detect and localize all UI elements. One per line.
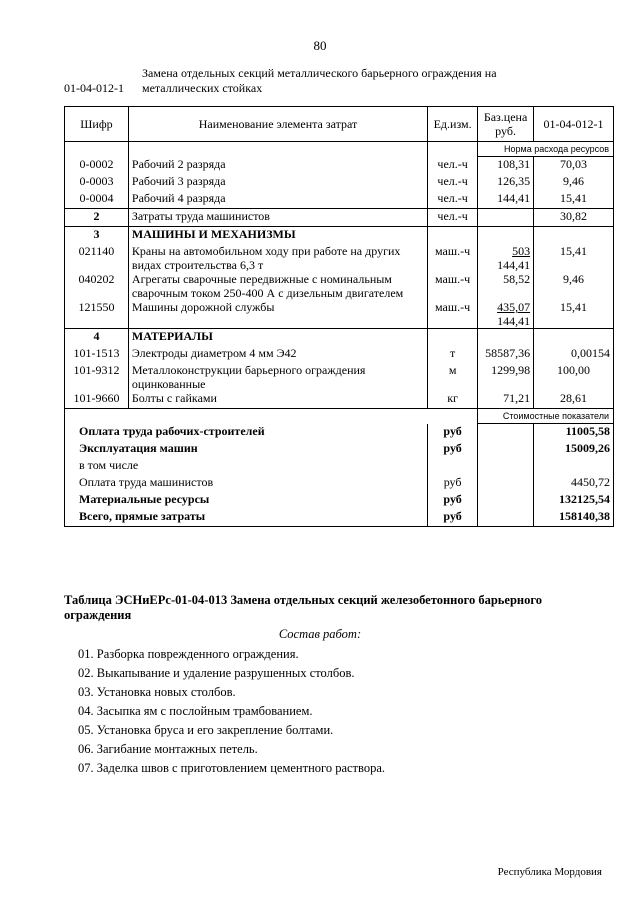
resource-table — [64, 106, 614, 527]
table-row: 040202 Агрегаты сварочные передвижные с номинальным сварочным током 250-400 А с дизельным двигателем маш.-ч 58,52 9,46 — [65, 272, 614, 300]
page-number: 80 — [313, 38, 327, 53]
table-row: 0-0002 Рабочий 2 разряда чел.-ч 108,31 70,03 — [65, 157, 614, 175]
list-item: 01. Разборка поврежденного ограждения. — [78, 647, 299, 661]
next-table-title: Таблица ЭСНиЕРс-01-04-013 Замена отдельных секций железобетонного барьерного ограждения — [64, 593, 542, 622]
cost-row: в том числе — [65, 458, 614, 475]
header-code: Шифр — [65, 107, 129, 142]
title-code: 01-04-012-1 — [64, 81, 124, 95]
header-norm-code: 01-04-012-1 — [534, 107, 614, 142]
list-item: 04. Засыпка ям с послойным трамбованием. — [78, 704, 313, 718]
cost-row: Оплата труда машинистов руб 4450,72 — [65, 475, 614, 492]
footer-region: Республика Мордовия — [497, 866, 602, 878]
section-row-materials: 4 МАТЕРИАЛЫ — [65, 329, 614, 347]
table-title — [64, 66, 604, 96]
list-item: 05. Установка бруса и его закрепление болтами. — [78, 723, 334, 737]
table-row: 0-0004 Рабочий 4 разряда чел.-ч 144,41 15,41 — [65, 191, 614, 209]
cost-row: Материальные ресурсы руб 132125,54 — [65, 492, 614, 509]
table-row: 2 Затраты труда машинистов чел.-ч 30,82 — [65, 209, 614, 227]
header-price: Баз.цена руб. — [478, 107, 534, 142]
title-line-2: металлических стойках — [142, 81, 263, 95]
table-row: 021140 Краны на автомобильном ходу при работе на других видах строительства 6,3 т маш.-ч 503 144,41 15,41 — [65, 244, 614, 272]
table-row: 121550 Машины дорожной службы маш.-ч 435,07 144,41 15,41 — [65, 300, 614, 329]
works-heading: Состав работ: — [278, 627, 362, 641]
section-row-machines: 3 МАШИНЫ И МЕХАНИЗМЫ — [65, 227, 614, 245]
list-item: 06. Загибание монтажных петель. — [78, 742, 258, 756]
cost-row-total: Всего, прямые затраты руб 158140,38 — [65, 509, 614, 527]
cost-row: Эксплуатация машин руб 15009,26 — [65, 441, 614, 458]
header-name: Наименование элемента затрат — [128, 107, 427, 142]
cost-row: Оплата труда рабочих-строителей руб 11005,58 — [65, 424, 614, 442]
table-row: 0-0003 Рабочий 3 разряда чел.-ч 126,35 9,46 — [65, 174, 614, 191]
table-row: 101-9660 Болты с гайками кг 71,21 28,61 — [65, 391, 614, 409]
header-unit: Ед.изм. — [428, 107, 478, 142]
norm-caption: Норма расхода ресурсов — [478, 142, 614, 157]
list-item: 03. Установка новых столбов. — [78, 685, 236, 699]
list-item: 02. Выкапывание и удаление разрушенных столбов. — [78, 666, 355, 680]
title-line-1: Замена отдельных секций металлического барьерного ограждения на — [142, 66, 497, 80]
table-row: 101-9312 Металлоконструкции барьерного ограждения оцинкованные м 1299,98 100,00 — [65, 363, 614, 391]
works-list — [78, 645, 385, 778]
cost-caption: Стоимостные показатели — [478, 409, 614, 424]
list-item: 07. Заделка швов с приготовлением цементного раствора. — [78, 761, 385, 775]
table-row: 101-1513 Электроды диаметром 4 мм Э42 т 58587,36 0,00154 — [65, 346, 614, 363]
